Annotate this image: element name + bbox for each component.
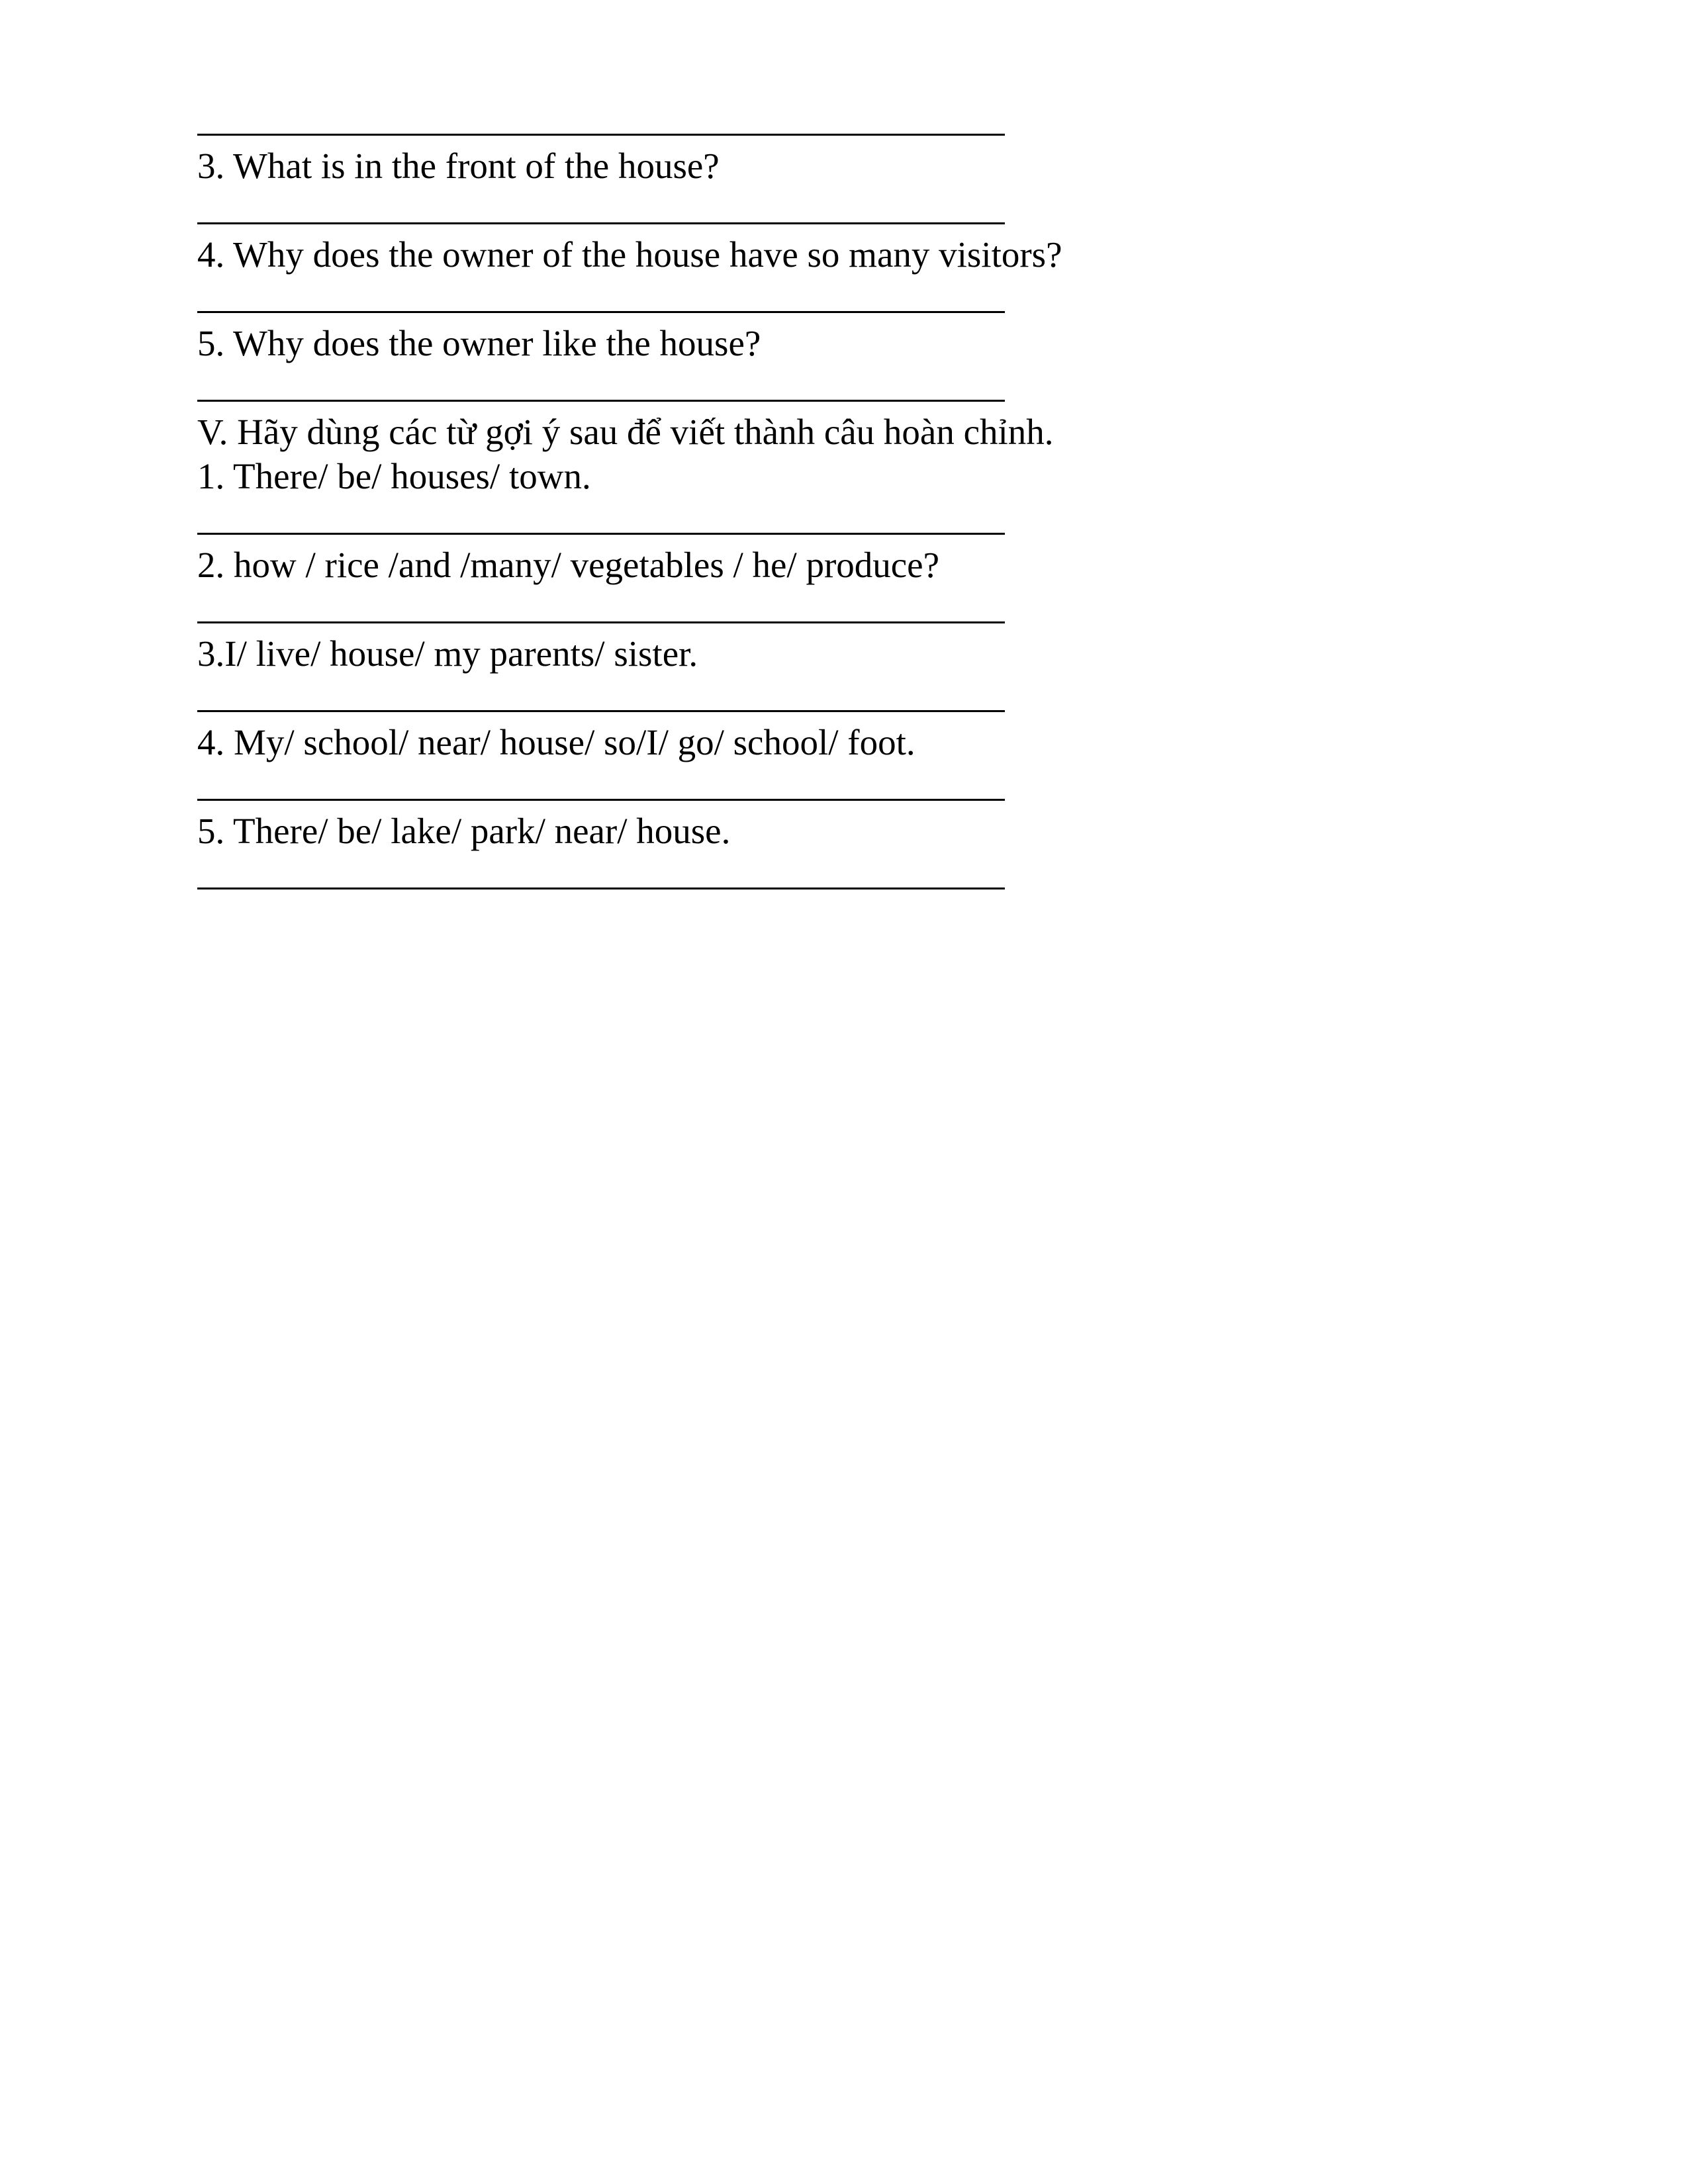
exercise-text: 1. There/ be/ houses/ town. bbox=[197, 456, 591, 496]
exercise-text: 2. how / rice /and /many/ vegetables / he/ produce? bbox=[197, 545, 940, 585]
answer-line bbox=[197, 676, 1389, 720]
exercise-1 bbox=[197, 454, 1389, 498]
answer-line bbox=[197, 188, 1389, 232]
exercise-5 bbox=[197, 809, 1389, 853]
answer-line bbox=[197, 365, 1389, 410]
exercise-2 bbox=[197, 543, 1389, 587]
answer-line bbox=[197, 587, 1389, 631]
question-4 bbox=[197, 232, 1389, 277]
answer-line bbox=[197, 99, 1389, 144]
answer-rule bbox=[197, 222, 1005, 224]
answer-rule bbox=[197, 799, 1005, 801]
answer-line bbox=[197, 277, 1389, 321]
question-text: 3. What is in the front of the house? bbox=[197, 146, 720, 186]
answer-line bbox=[197, 498, 1389, 543]
answer-rule bbox=[197, 311, 1005, 313]
exercise-text: 3.I/ live/ house/ my parents/ sister. bbox=[197, 633, 698, 674]
section-heading-text: V. Hãy dùng các từ gợi ý sau để viết thành câu hoàn chỉnh. bbox=[197, 412, 1054, 452]
exercise-3 bbox=[197, 631, 1389, 676]
worksheet-content bbox=[197, 99, 1389, 897]
answer-rule bbox=[197, 134, 1005, 136]
question-text: 5. Why does the owner like the house? bbox=[197, 323, 761, 363]
answer-rule bbox=[197, 710, 1005, 712]
answer-rule bbox=[197, 533, 1005, 535]
answer-line bbox=[197, 764, 1389, 809]
question-text: 4. Why does the owner of the house have so many visitors? bbox=[197, 234, 1062, 275]
question-5 bbox=[197, 321, 1389, 365]
exercise-text: 4. My/ school/ near/ house/ so/I/ go/ school/ foot. bbox=[197, 722, 915, 762]
answer-line bbox=[197, 853, 1389, 897]
answer-rule bbox=[197, 400, 1005, 402]
question-3 bbox=[197, 144, 1389, 188]
answer-rule bbox=[197, 621, 1005, 623]
exercise-4 bbox=[197, 720, 1389, 764]
answer-rule bbox=[197, 887, 1005, 889]
section-v-heading bbox=[197, 410, 1389, 454]
exercise-text: 5. There/ be/ lake/ park/ near/ house. bbox=[197, 811, 731, 851]
